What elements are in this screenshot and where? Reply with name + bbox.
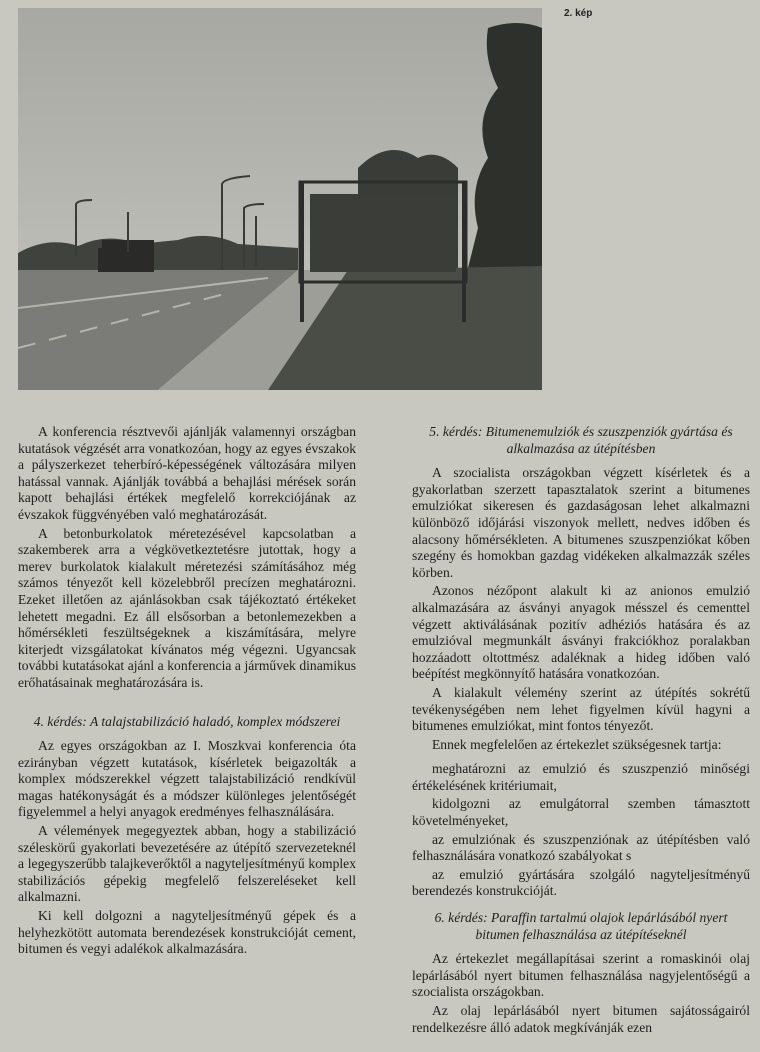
paragraph: Az olaj lepárlásából nyert bitumen sajátosságairól rendelkezésre álló adatok megkívánják ezen — [412, 1003, 750, 1035]
list-item: az emulziónak és szuszpenziónak az útépítésben való felhasználására vonatkozó szabályokat s — [412, 831, 750, 864]
paragraph: A vélemények megegyeztek abban, hogy a stabilizáció széleskörű gyakorlati bevezetésére az útépítő szervezeteknél a legegyszerűbb talajkeverőktől a nagyteljesítményű komplex stabilizációs gépekig megfelelő felszereléseket kell alkalmazni. — [18, 823, 356, 905]
section-heading-4: 4. kérdés: A talajstabilizáció haladó, komplex módszerei — [33, 713, 341, 729]
road-with-billboard-photo — [18, 8, 542, 390]
paragraph: Az egyes országokban az I. Moszkvai konferencia óta ezirányban végzett kutatások, kísérletek beigazolták a komplex módszerekkel végzett talajstabilizáció rendkívül magas hatékonyságát és a módszer különleges jelentőségét figyelemmel a helyi anyagok eredményes felhasználására. — [18, 738, 356, 820]
section-heading-6: 6. kérdés: Paraffin tartalmú olajok lepárlásából nyert bitumen felhasználása az útépítéseknél — [434, 910, 728, 942]
paragraph: Azonos nézőpont alakult ki az anionos emulzió alkalmazására az ásványi anyagok mésszel és cementtel végzett aktiválásának pozitív adhéziós hatására és az emulzióval megmunkált ásványi frakciókhoz poralakban hozzáadott oltottmész adaléknak a hideg időben való beépítést megkönnyítő hatására vonatkozóan. — [412, 583, 750, 682]
left-column — [18, 424, 356, 960]
list-item: az emulzió gyártására szolgáló nagyteljesítményű berendezés konstrukcióját. — [412, 866, 750, 899]
paragraph: A kialakult vélemény szerint az útépítés sokrétű tevékenységében nem lehet figyelmen kívül hagyni a bitumenes emulziókat, mint fontos tényezőt. — [412, 684, 750, 734]
paragraph: Az értekezlet megállapításai szerint a romaskinói olaj lepárlásából nyert bitumen felhasználása nagyjelentőségű a szocialista országokban. — [412, 951, 750, 1000]
section-heading-5: 5. kérdés: Bitumenemulziók és szuszpenziók gyártása és alkalmazása az útépítésben — [429, 424, 733, 456]
paragraph: A konferencia résztvevői ajánlják valamennyi országban kutatások végzését arra vonatkozóan, hogy az egyes évszakok a pályszerkezet teherbíró-képességének változására milyen hatással vannak. Ajánlják továbbá a behajlási mérések során kapott behajlási értékek megfelelő korrekciójának az évszakok függvényében való meghatározását. — [18, 424, 356, 522]
paragraph: A szocialista országokban végzett kísérletek és a gyakorlatban szerzett tapasztalatok szerint a bitumenes emulziókat sikeresen és gazdaságosan lehet alkalmazni különböző időjárási viszonyok mellett, nedves időben és alacsony hőmérsékleten. A bitumenes szuszpenziókat kőben szegény és homokban gazdag vidékeken alkalmazzák széles körben. — [412, 465, 750, 580]
right-column — [412, 424, 750, 1038]
photo-illustration — [18, 8, 542, 390]
list-item: kidolgozni az emulgátorral szemben támasztott követelményeket, — [412, 796, 750, 829]
paragraph: Ki kell dolgozni a nagyteljesítményű gépek és a helyhezkötött automata berendezések konstrukcióját cement, bitumen és vegyi adalékok alkalmazására. — [18, 908, 356, 957]
figure-label: 2. kép — [564, 8, 593, 19]
paragraph: A betonburkolatok méretezésével kapcsolatban a szakemberek arra a végkövetkeztetésre jutottak, hogy a merev burkolatok kialakult méretezési számításához még számos tényezőt kell közelebbről precízen meghatározni. Ezeket illetően az ajánlásokban csak tájékoztató értékeket lehetett megadni. Ez áll elsősorban a betonlemezekben a hőmérsékleti feszültségeknek a kiszámítására, melyre kiterjedt vizsgálatokat kívánatos még végezni. Ugyancsak további kutatásokat ajánl a konferencia a járművek dinamikus erőhatásainak meghatározására is. — [18, 525, 356, 690]
paragraph: Ennek megfelelően az értekezlet szükségesnek tartja: — [432, 736, 722, 752]
list-item: meghatározni az emulzió és szuszpenzió minőségi értékelésének kritériumait, — [412, 761, 750, 793]
